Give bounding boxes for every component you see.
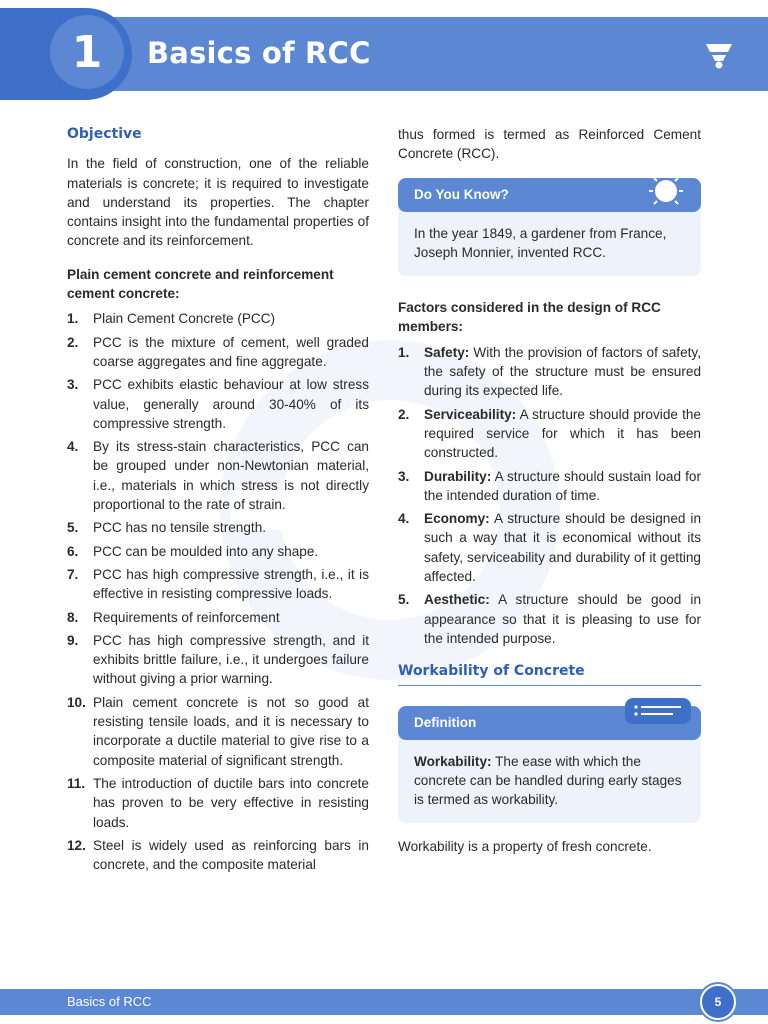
do-you-know-box: [398, 178, 701, 277]
list-item-text: Plain Cement Concrete (PCC): [93, 311, 276, 327]
list-item-number: 7.: [67, 566, 79, 582]
list-item-number: 1.: [67, 311, 79, 327]
list-item: [67, 836, 369, 875]
list-item: [67, 774, 369, 832]
list-item: [67, 309, 369, 328]
footer-title: Basics of RCC: [67, 994, 152, 1009]
list-item-text: PCC has no tensile strength.: [93, 520, 267, 536]
definition-term: Workability:: [414, 753, 492, 769]
list-item-text: PCC has high compressive strength, and it exhibits brittle failure, i.e., it undergoes failure without giving a prior warning.: [93, 632, 369, 687]
list-item: [67, 631, 369, 689]
list-item: [67, 333, 369, 372]
list-item: [67, 693, 369, 770]
list-item-text: Steel is widely used as reinforcing bars in concrete, and the composite material: [93, 837, 369, 873]
factor-term: Aesthetic:: [424, 592, 490, 608]
continuation-text: thus formed is termed as Reinforced Cement Concrete (RCC).: [398, 127, 701, 162]
list-item-text: PCC exhibits elastic behaviour at low stress value, generally around 30-40% of its compressive strength.: [93, 377, 369, 431]
list-item-number: 2.: [67, 334, 79, 350]
factor-text: A structure should sustain load for the intended duration of time.: [424, 468, 701, 503]
do-you-know-text: In the year 1849, a gardener from France, Joseph Monnier, invented RCC.: [414, 225, 667, 260]
list-item-text: PCC can be moulded into any shape.: [93, 543, 319, 559]
factors-heading: Factors considered in the design of RCC members:: [398, 300, 661, 335]
factor-term: Safety:: [424, 344, 470, 360]
list-item-number: 5.: [67, 520, 79, 536]
list-item-text: PCC has high compressive strength, i.e., it is effective in resisting compressive loads.: [93, 566, 369, 602]
list-item: [67, 608, 369, 627]
do-you-know-title: Do You Know?: [398, 178, 701, 212]
list-item-number: 11.: [67, 775, 86, 791]
factor-text: A structure should be designed in such a way that it is economical without its safety, serviceability and durability of it getting affected.: [424, 511, 701, 585]
objective-heading: Objective: [67, 126, 142, 142]
factors-list: [398, 343, 701, 648]
factor-text: A structure should provide the required service for which it has been constructed.: [424, 406, 701, 461]
list-item-text: PCC is the mixture of cement, well graded coarse aggregates and fine aggregate.: [93, 334, 369, 369]
list-item-number: 3.: [67, 377, 79, 393]
factor-number: 1.: [398, 344, 410, 360]
list-item-number: 10.: [67, 694, 86, 710]
closing-text: Workability is a property of fresh concrete.: [398, 839, 652, 855]
list-item-text: Plain cement concrete is not so good at resisting tensile loads, and it is necessary to incorporate a ductile material to give rise to a composite material of significant strength.: [93, 694, 369, 768]
factor-term: Economy:: [424, 511, 490, 527]
right-column: [398, 125, 701, 857]
factor-item: [398, 405, 701, 463]
factor-text: With the provision of factors of safety, the safety of the structure must be ensured during its expected life.: [424, 344, 701, 399]
definition-title: Definition: [398, 706, 701, 740]
list-item-number: 4.: [67, 439, 79, 455]
concrete-list: [67, 309, 369, 874]
definition-body: The ease with which the concrete can be handled during early stages is termed as workability.: [414, 753, 682, 808]
list-item-number: 12.: [67, 837, 86, 853]
factor-number: 4.: [398, 511, 410, 527]
list-item-text: By its stress-stain characteristics, PCC can be grouped under non-Newtonian material, i.e., materials in which stress is not directly proportional to the rate of strain.: [93, 439, 369, 513]
factor-text: A structure should be good in appearance so that it is pleasing to use for the intended purpose.: [424, 592, 701, 646]
list-item: [67, 375, 369, 433]
left-column: [67, 125, 369, 878]
lightbulb-icon: [643, 166, 689, 212]
list-item-text: Requirements of reinforcement: [93, 609, 280, 625]
brand-logo-icon: [704, 42, 734, 70]
factor-item: [398, 343, 701, 401]
chapter-number: 1: [50, 15, 124, 89]
list-item-number: 8.: [67, 609, 79, 625]
menu-lines-icon: [625, 698, 691, 726]
factor-number: 2.: [398, 406, 410, 422]
workability-heading: Workability of Concrete: [398, 662, 701, 685]
factor-term: Serviceability:: [424, 406, 517, 422]
factor-number: 5.: [398, 592, 410, 608]
factor-item: [398, 467, 701, 506]
factor-number: 3.: [398, 468, 410, 484]
factor-item: [398, 590, 701, 648]
factor-item: [398, 509, 701, 586]
definition-text: [398, 740, 701, 824]
list-item-text: The introduction of ductile bars into concrete has proven to be very effective in resisting loads.: [93, 775, 369, 830]
list-item: [67, 542, 369, 561]
definition-box: [398, 706, 701, 824]
list-item: [67, 437, 369, 514]
list-item: [67, 565, 369, 604]
objective-text: In the field of construction, one of the reliable materials is concrete; it is required to investigate and understand its properties. The chapter contains insight into the fundamental properties of concrete and its reinforcement.: [67, 156, 369, 249]
factor-term: Durability:: [424, 468, 492, 484]
page-number: 5: [700, 984, 736, 1020]
list-item: [67, 518, 369, 537]
list-item-number: 6.: [67, 543, 79, 559]
chapter-title: Basics of RCC: [147, 36, 371, 70]
list-item-number: 9.: [67, 632, 79, 648]
list-heading: Plain cement concrete and reinforcement cement concrete:: [67, 266, 334, 302]
